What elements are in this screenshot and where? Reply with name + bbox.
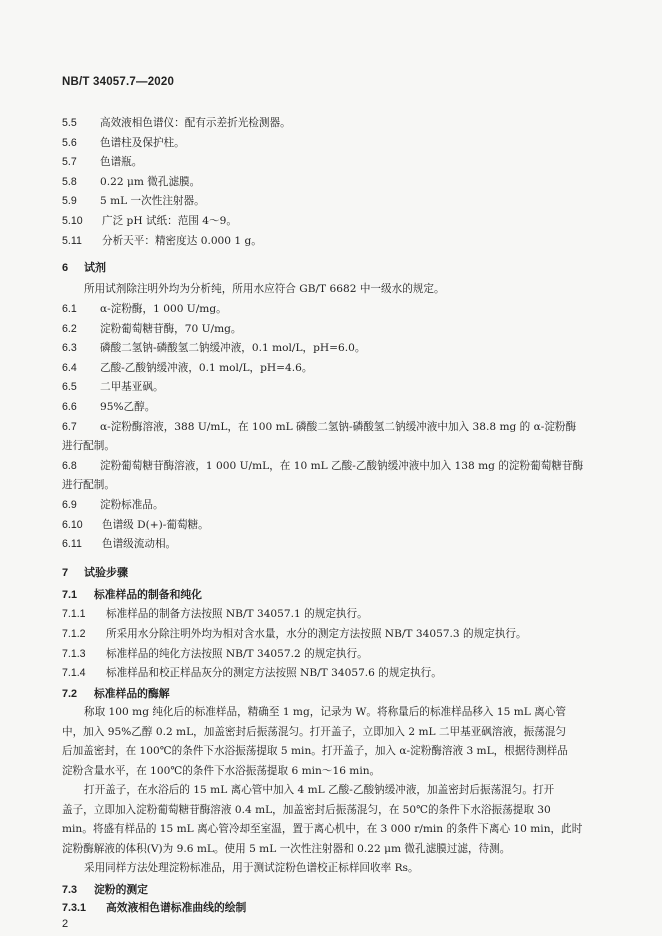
list-item: 6.7 α-淀粉酶溶液，388 U/mL，在 100 mL 磷酸二氢钠-磷酸氢二钠缓冲液中加入 38.8 mg 的 α-淀粉酶 bbox=[62, 420, 577, 433]
section-7-3-1-heading: 7.3.1 高效液相色谱标准曲线的绘制 bbox=[62, 902, 247, 914]
list-item: 6.9 淀粉标准品。 bbox=[62, 498, 164, 511]
section-7-3-heading: 7.3 淀粉的测定 bbox=[62, 884, 148, 896]
section-7-2-heading: 7.2 标准样品的酶解 bbox=[62, 688, 170, 700]
list-item: 6.3 磷酸二氢钠-磷酸氢二钠缓冲液，0.1 mol/L，pH=6.0。 bbox=[62, 342, 366, 355]
list-item: 5.5 高效液相色谱仪：配有示差折光检测器。 bbox=[62, 117, 291, 129]
list-item: 7.1.3 标准样品的纯化方法按照 NB/T 34057.2 的规定执行。 bbox=[62, 648, 368, 660]
list-item: 6.1 α-淀粉酶，1 000 U/mg。 bbox=[62, 303, 227, 315]
list-item-continuation: 进行配制。 bbox=[62, 479, 115, 492]
list-item: 5.9 5 mL 一次性注射器。 bbox=[62, 195, 205, 208]
list-item: 7.1.1 标准样品的制备方法按照 NB/T 34057.1 的规定执行。 bbox=[62, 608, 368, 620]
list-item-continuation: 进行配制。 bbox=[62, 440, 115, 453]
list-item: 6.6 95%乙醇。 bbox=[62, 400, 156, 413]
page-number: 2 bbox=[62, 918, 69, 930]
standard-number-header: NB/T 34057.7—2020 bbox=[62, 76, 175, 88]
equipment-list bbox=[62, 114, 622, 251]
section-6-intro: 所用试剂除注明外均为分析纯，所用水应符合 GB/T 6682 中一级水的规定。 bbox=[84, 283, 445, 295]
list-item: 5.7 色谱瓶。 bbox=[62, 156, 143, 169]
list-item: 7.1.2 所采用水分除注明外均为相对含水量，水分的测定方法按照 NB/T 34057.3 的规定执行。 bbox=[62, 628, 527, 640]
paragraph-enzymolysis-2: 打开盖子，在水浴后的 15 mL 离心管中加入 4 mL 乙酸-乙酸钠缓冲液，加盖密封后振荡混匀。打开 盖子，立即加入淀粉葡萄糖苷酶溶液 0.4 mL，加盖密封后振荡混匀，在 50℃的条件下水浴振荡提取 30 min。将盛有样品的 15 mL 离心管冷却至室温，置于离心机中，在 3 000 r/min 的条件下离心 10 min，此时 淀粉酶解液的体积(V)为 9.6 mL。使用 5 mL 一次性注射器和 0.22 μm 微孔滤膜过滤，待测。 bbox=[62, 784, 583, 855]
paragraph-standard-recovery: 采用同样方法处理淀粉标准品，用于测试淀粉色谱校正标样回收率 Rs。 bbox=[84, 862, 419, 874]
list-item: 5.6 色谱柱及保护柱。 bbox=[62, 136, 185, 149]
list-item: 7.1.4 标准样品和校正样品灰分的测定方法按照 NB/T 34057.6 的规定执行。 bbox=[62, 667, 442, 679]
list-item: 5.10 广泛 pH 试纸：范围 4～9。 bbox=[62, 214, 237, 227]
section-6-heading: 6 试剂 bbox=[62, 262, 106, 274]
paragraph-enzymolysis-1: 称取 100 mg 纯化后的标准样品，精确至 1 mg，记录为 W。将称量后的标准样品移入 15 mL 离心管 中，加入 95%乙醇 0.2 mL，加盖密封后振荡混匀。打开盖子，立即加入 2 mL 二甲基亚砜溶液，振荡混匀 后加盖密封，在 100℃的条件下水浴振荡提取 5 min。打开盖子，加入 α-淀粉酶溶液 3 mL，根据待测样品 淀粉含量水平，在 100℃的条件下水浴振荡提取 6 min～16 min。 bbox=[62, 706, 568, 777]
section-7-1-heading: 7.1 标准样品的制备和纯化 bbox=[62, 589, 202, 601]
list-item: 5.11 分析天平：精密度达 0.000 1 g。 bbox=[62, 234, 262, 247]
list-item: 6.2 淀粉葡萄糖苷酶，70 U/mg。 bbox=[62, 322, 242, 335]
list-item: 6.11 色谱级流动相。 bbox=[62, 538, 177, 551]
reagent-list bbox=[62, 300, 622, 555]
list-item: 6.8 淀粉葡萄糖苷酶溶液，1 000 U/mL，在 10 mL 乙酸-乙酸钠缓冲液中加入 138 mg 的淀粉葡萄糖苷酶 bbox=[62, 459, 584, 472]
list-item: 6.5 二甲基亚砜。 bbox=[62, 381, 164, 394]
list-item: 6.4 乙酸-乙酸钠缓冲液，0.1 mol/L，pH=4.6。 bbox=[62, 361, 313, 374]
list-item: 5.8 0.22 μm 微孔滤膜。 bbox=[62, 175, 201, 188]
list-item: 6.10 色谱级 D(+)-葡萄糖。 bbox=[62, 518, 209, 531]
section-7-heading: 7 试验步骤 bbox=[62, 567, 128, 579]
